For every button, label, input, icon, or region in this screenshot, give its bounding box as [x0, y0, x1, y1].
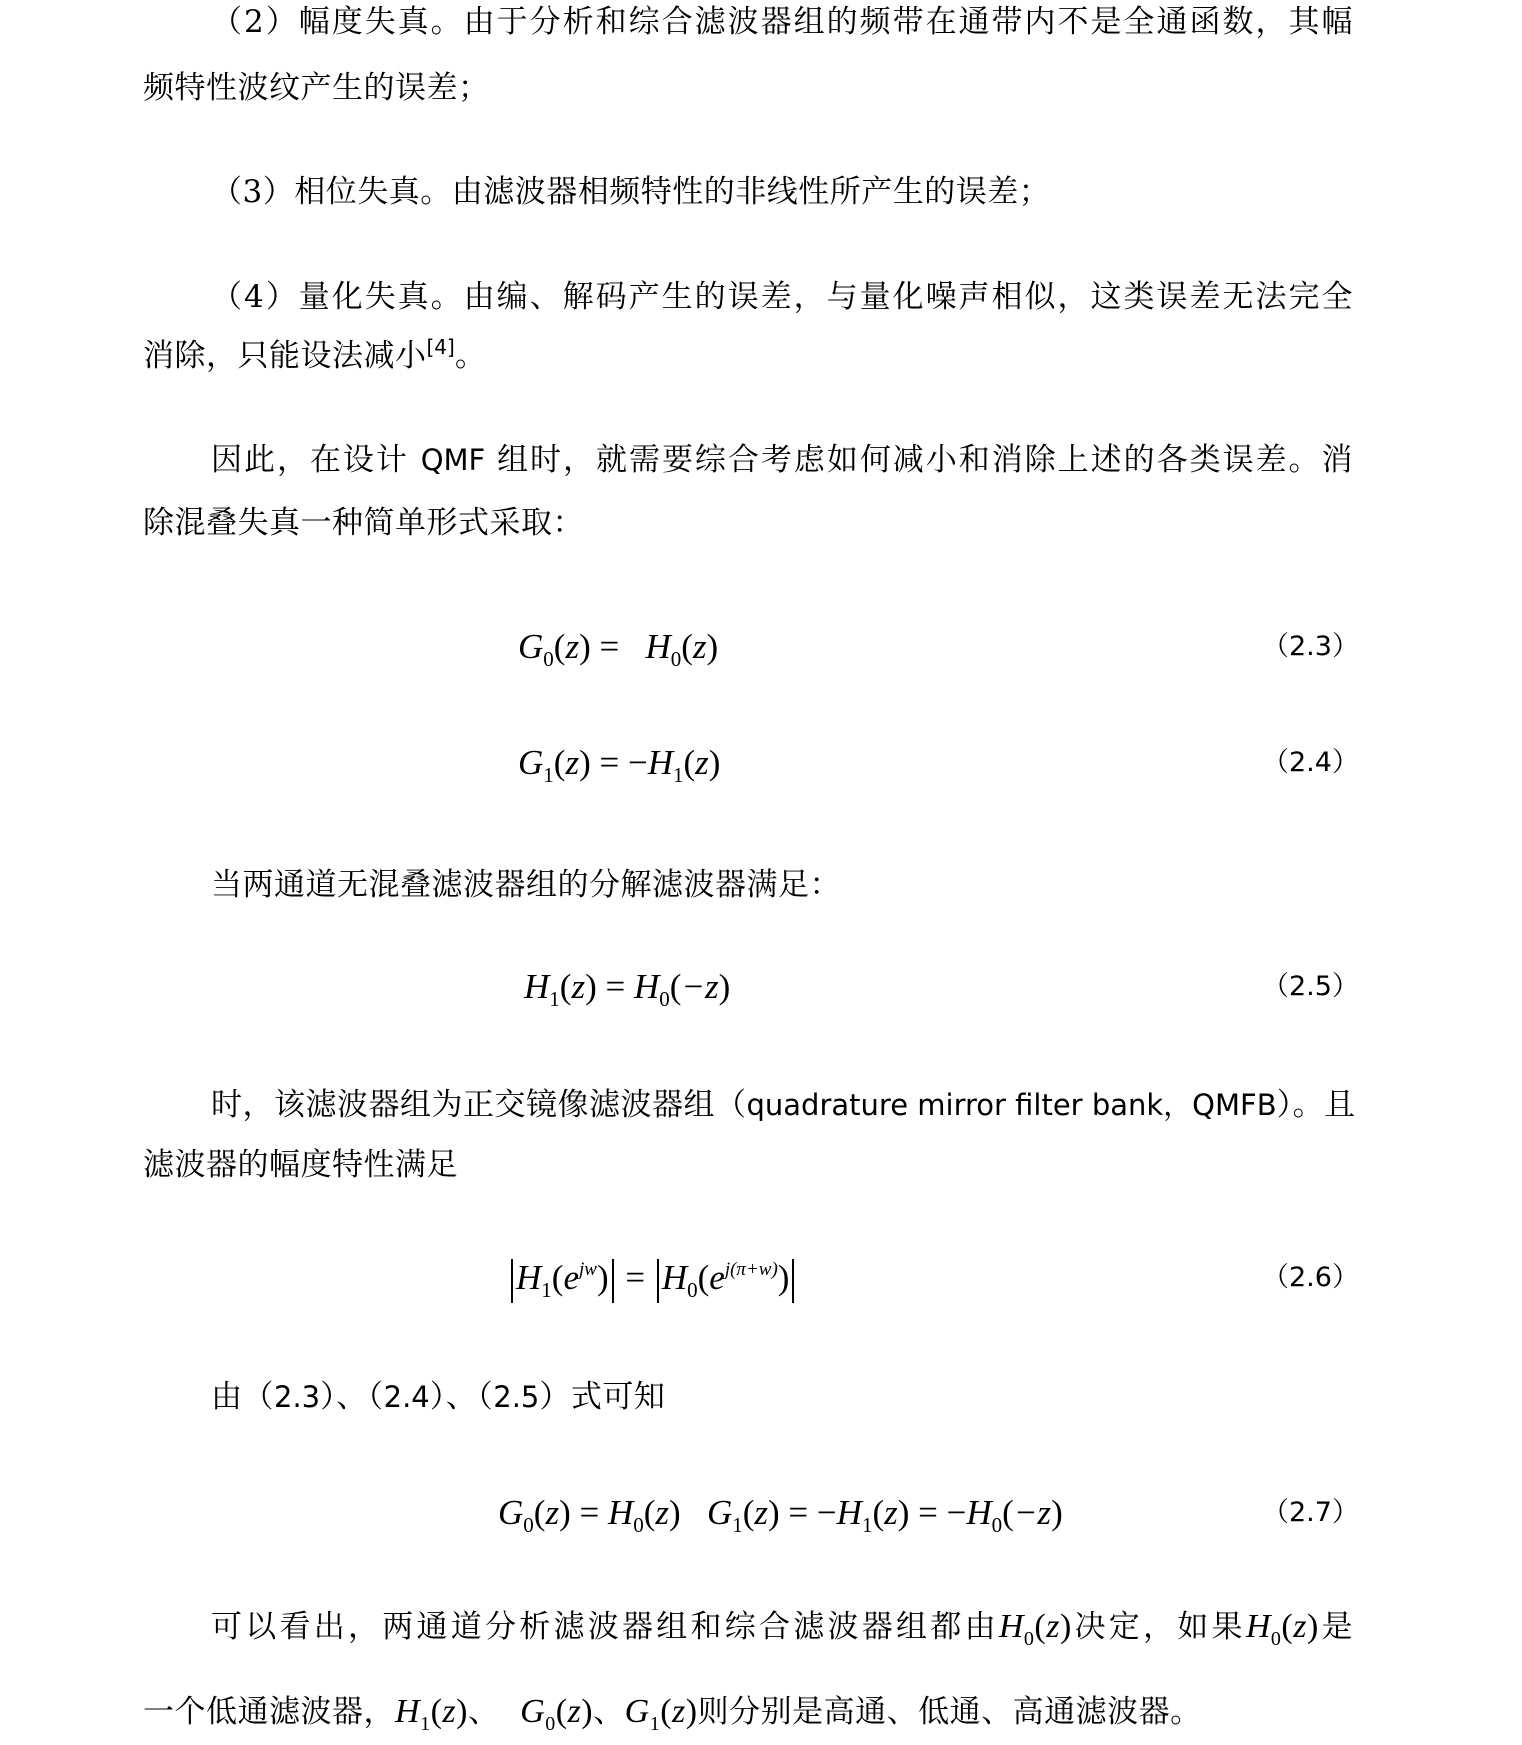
- paragraph-amplitude-distortion-line2: 频特性波纹产生的误差；: [143, 70, 490, 106]
- math-sub: 0: [687, 1278, 698, 1302]
- abs-bar: [792, 1259, 794, 1303]
- math-H: H: [645, 627, 671, 666]
- math-equals: =: [590, 743, 628, 782]
- math-paren: ): [777, 1258, 790, 1297]
- paragraph-amplitude-distortion-line1: （2）幅度失真。由于分析和综合滤波器组的频带在通带内不是全通函数，其幅: [211, 4, 1353, 40]
- derive-text-end: ）式可知: [539, 1379, 666, 1415]
- separator: 、: [593, 1694, 625, 1730]
- math-paren: (: [872, 1493, 885, 1532]
- equation-2-3: [518, 622, 718, 672]
- equation-ref-2-5[interactable]: 2.5: [493, 1380, 540, 1414]
- math-e: e: [563, 1258, 579, 1297]
- math-z: z: [695, 743, 709, 782]
- math-H: H: [836, 1493, 862, 1532]
- equation-number-2-5: （2.5）: [1262, 971, 1359, 1002]
- math-equals: =: [570, 1493, 608, 1532]
- abs-bar: [612, 1259, 614, 1303]
- conclusion-text-b: 决定，如果: [1071, 1609, 1246, 1645]
- math-paren: ): [718, 967, 731, 1006]
- period: 。: [454, 338, 487, 374]
- separator: 、: [467, 1694, 510, 1730]
- math-equals: =: [596, 967, 634, 1006]
- math-G: G: [518, 627, 544, 666]
- equation-number-2-7: （2.7）: [1262, 1497, 1359, 1528]
- inline-math-H0z: $H_0(z)$: [1245, 1608, 1319, 1650]
- math-sub: 0: [543, 647, 554, 671]
- paragraph-conclusion-line2: [143, 1690, 1353, 1734]
- abs-bar: [657, 1259, 659, 1303]
- math-H: H: [661, 1258, 688, 1297]
- math-paren: (: [681, 627, 693, 666]
- conclusion-text-a: 可以看出，两通道分析滤波器组和综合滤波器组都由: [211, 1609, 999, 1645]
- math-H: H: [607, 1493, 634, 1532]
- qmfb-text-a: 时，该滤波器组为正交镜像滤波器组（: [211, 1087, 747, 1123]
- inline-math-H1z: $H_1(z)$: [395, 1693, 468, 1735]
- math-paren: ): [585, 967, 597, 1006]
- math-paren: ): [669, 1493, 681, 1532]
- math-sub: 0: [523, 1513, 534, 1537]
- math-paren: (: [697, 1258, 710, 1297]
- math-paren: (: [533, 1493, 546, 1532]
- math-paren: (: [551, 1258, 564, 1297]
- inline-math-G0z: $G_0(z)$: [520, 1693, 594, 1735]
- math-sub: 1: [541, 1278, 552, 1302]
- paragraph-phase-distortion: （3）相位失真。由滤波器相频特性的非线性所产生的误差；: [211, 174, 1051, 210]
- derive-text: 由（: [211, 1379, 274, 1415]
- inline-math-H0z: $H_0(z)$: [998, 1608, 1072, 1650]
- math-equals: =: [590, 627, 628, 666]
- math-z: z: [545, 1493, 560, 1532]
- separator: ）、（: [429, 1379, 494, 1415]
- equation-ref-2-4[interactable]: 2.4: [383, 1380, 430, 1414]
- math-paren: (: [559, 967, 572, 1006]
- math-neg-z: −z: [1013, 1493, 1052, 1532]
- paragraph-design-line1: [211, 438, 1353, 482]
- math-z: z: [565, 743, 580, 782]
- math-H: H: [966, 1493, 992, 1532]
- qmfb-english-term: quadrature mirror filter bank，QMFB: [746, 1088, 1277, 1122]
- math-G: G: [706, 1493, 733, 1532]
- math-paren: (: [683, 743, 696, 782]
- qmfb-text-b: ）。且: [1276, 1087, 1356, 1123]
- paragraph-qmfb-line2: 滤波器的幅度特性满足: [143, 1147, 458, 1183]
- math-paren: (: [669, 967, 682, 1006]
- math-z: z: [754, 1493, 768, 1532]
- math-exponent: j(π+w): [724, 1259, 778, 1280]
- math-paren: ): [596, 1258, 609, 1297]
- math-neg-z: −z: [681, 967, 719, 1006]
- math-sub: 0: [991, 1513, 1003, 1537]
- math-paren: ): [768, 1493, 780, 1532]
- conclusion-text-e: 则分别是高通、低通、高通滤波器。: [697, 1694, 1202, 1730]
- math-H: H: [633, 967, 660, 1006]
- math-z: z: [565, 627, 580, 666]
- math-paren: (: [742, 1493, 755, 1532]
- paragraph-condition: 当两通道无混叠滤波器组的分解滤波器满足：: [211, 867, 841, 903]
- equation-2-7: [498, 1488, 1063, 1538]
- inline-math-G1z: $G_1(z)$: [624, 1693, 698, 1735]
- math-paren: ): [897, 1493, 910, 1532]
- quantization-text: 消除，只能设法减小: [143, 338, 427, 374]
- math-paren: ): [559, 1493, 571, 1532]
- math-sub: 0: [670, 647, 682, 671]
- conclusion-text-c: 是: [1318, 1609, 1354, 1645]
- equation-number-2-3: （2.3）: [1262, 631, 1359, 662]
- paragraph-conclusion-line1: [211, 1605, 1353, 1649]
- math-paren: ): [1051, 1493, 1063, 1532]
- math-sub: 1: [673, 763, 684, 787]
- paragraph-derive: [211, 1375, 1353, 1419]
- math-equals: =: [616, 1258, 654, 1297]
- math-H: H: [647, 743, 673, 782]
- design-text-a: 因此，在设计: [211, 442, 421, 478]
- math-H: H: [516, 1258, 542, 1297]
- math-sub: 0: [659, 987, 670, 1011]
- math-G: G: [518, 743, 544, 782]
- math-paren: (: [553, 743, 566, 782]
- math-H: H: [524, 967, 550, 1006]
- paragraph-quantization-distortion-line2: [143, 334, 1353, 378]
- math-paren: (: [553, 627, 566, 666]
- math-sub: 1: [549, 987, 560, 1011]
- math-minus: −: [627, 743, 648, 782]
- math-sub: 1: [861, 1513, 873, 1537]
- math-minus: −: [946, 1493, 967, 1532]
- math-equals: =: [909, 1493, 947, 1532]
- math-z: z: [571, 967, 586, 1006]
- math-exponent: jw: [578, 1259, 597, 1280]
- math-paren: ): [708, 743, 721, 782]
- math-sub: 0: [633, 1513, 644, 1537]
- math-paren: ): [706, 627, 719, 666]
- equation-2-5: [524, 962, 730, 1012]
- math-z: z: [692, 627, 707, 666]
- paragraph-qmfb-line1: [211, 1083, 1356, 1127]
- qmf-term: QMF: [420, 443, 486, 477]
- math-e: e: [709, 1258, 725, 1297]
- equation-2-4: [518, 738, 720, 788]
- equation-ref-2-3[interactable]: 2.3: [274, 1380, 321, 1414]
- separator: ）、（: [320, 1379, 384, 1415]
- math-sub: 1: [543, 763, 554, 787]
- math-sub: 1: [732, 1513, 743, 1537]
- math-paren: ): [579, 627, 591, 666]
- conclusion-text-d: 一个低通滤波器，: [143, 1694, 395, 1730]
- math-z: z: [655, 1493, 670, 1532]
- design-text-b: 组时，就需要综合考虑如何减小和消除上述的各类误差。消: [485, 442, 1353, 478]
- equation-number-2-4: （2.4）: [1262, 747, 1359, 778]
- citation-4[interactable]: [4]: [426, 335, 455, 359]
- math-minus: −: [816, 1493, 837, 1532]
- math-z: z: [884, 1493, 898, 1532]
- math-G: G: [498, 1493, 524, 1532]
- math-paren: (: [1002, 1493, 1014, 1532]
- paragraph-quantization-distortion-line1: （4）量化失真。由编、解码产生的误差，与量化噪声相似，这类误差无法完全: [211, 279, 1353, 315]
- paragraph-design-line2: 除混叠失真一种简单形式采取：: [143, 505, 584, 541]
- equation-2-6: [508, 1253, 797, 1303]
- math-equals: =: [779, 1493, 817, 1532]
- abs-bar: [511, 1259, 513, 1303]
- math-paren: ): [579, 743, 591, 782]
- equation-number-2-6: （2.6）: [1262, 1262, 1359, 1293]
- math-paren: (: [643, 1493, 656, 1532]
